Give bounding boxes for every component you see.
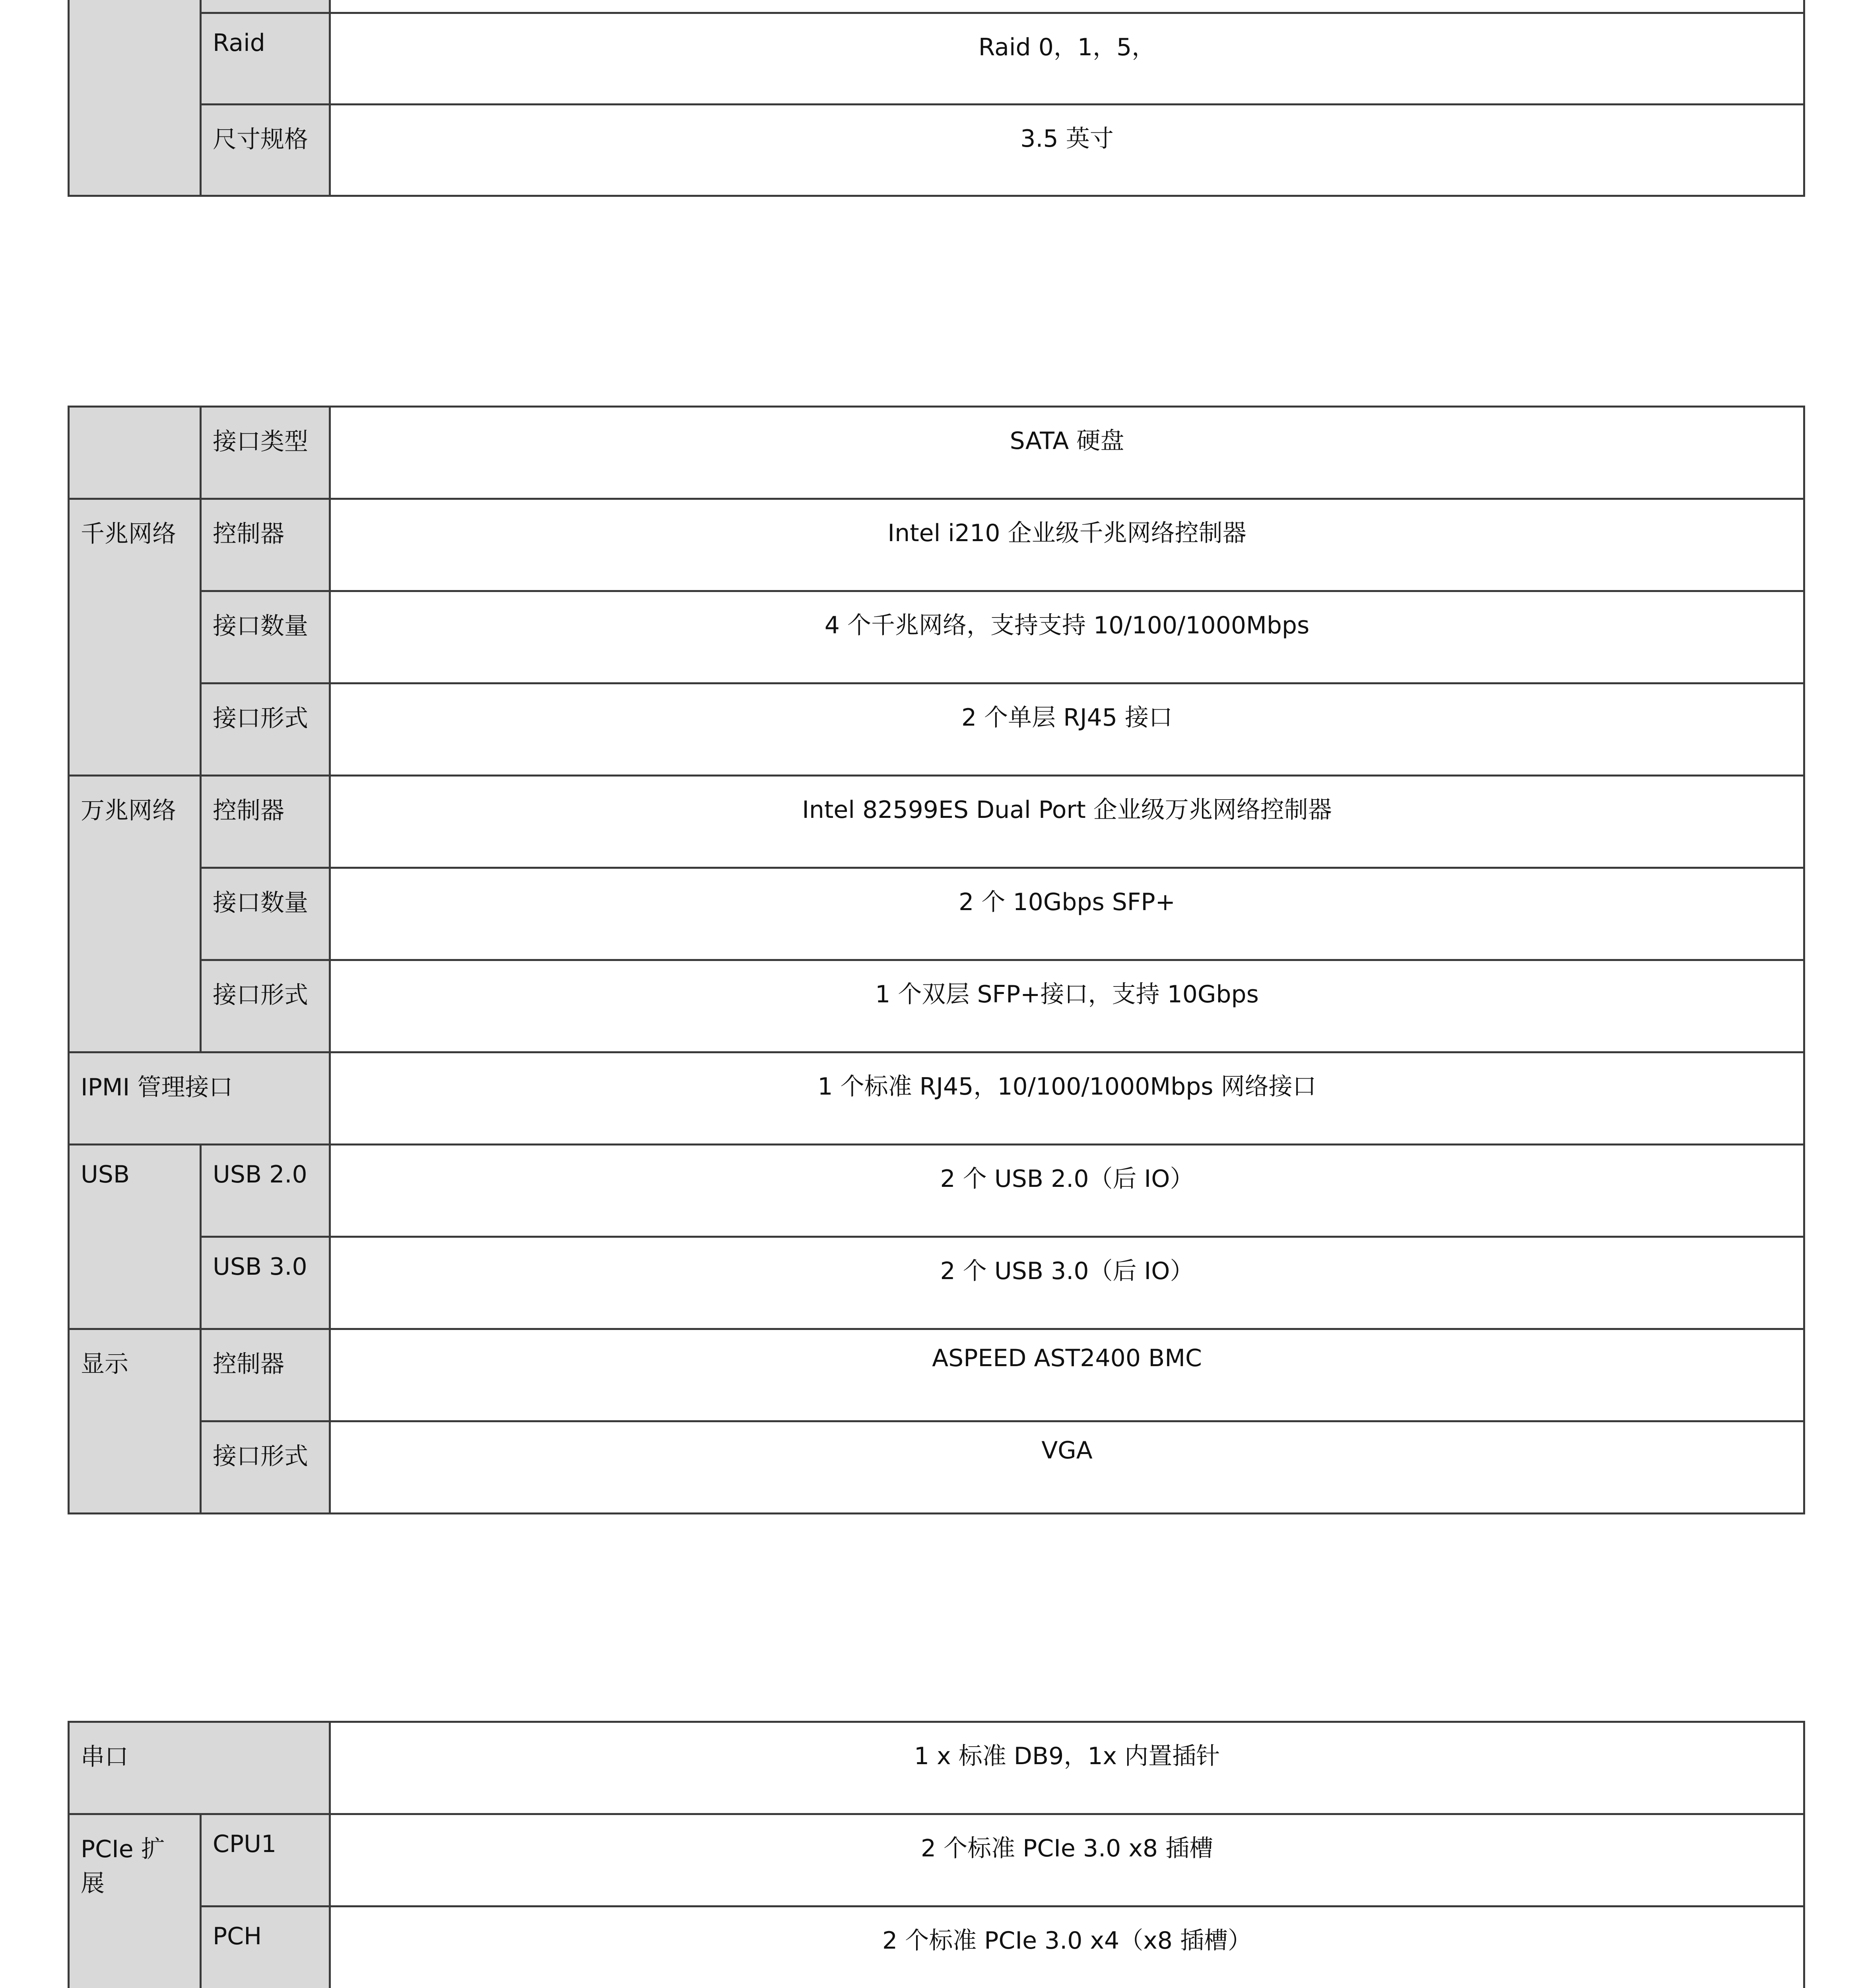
row-value: 2 个标准 PCIe 3.0 x8 插槽	[330, 1814, 1804, 1906]
group-label-cell	[69, 407, 201, 499]
group-label: PCIe 扩展	[69, 1814, 201, 1988]
group-label-cell	[69, 0, 201, 196]
row-value-cell	[330, 0, 1804, 13]
table-row	[69, 1421, 1804, 1514]
network-spec-table	[68, 406, 1805, 1514]
table-row	[69, 683, 1804, 776]
row-value: 1 x 标准 DB9，1x 内置插针	[330, 1722, 1804, 1814]
row-value: 2 个 USB 3.0（后 IO）	[330, 1237, 1804, 1329]
row-label: 接口数量	[201, 591, 330, 683]
row-label: Raid	[201, 13, 330, 105]
table-row	[69, 1145, 1804, 1237]
row-label: CPU1	[201, 1814, 330, 1906]
table-row	[69, 868, 1804, 960]
table-row	[69, 960, 1804, 1052]
table-row	[69, 0, 1804, 13]
row-label: 接口形式	[201, 1421, 330, 1514]
group-label: 千兆网络	[69, 499, 201, 776]
row-value: 2 个标准 PCIe 3.0 x4（x8 插槽）	[330, 1906, 1804, 1988]
misc-spec-table	[68, 1721, 1805, 1988]
row-label: 串口	[69, 1722, 330, 1814]
group-label: 显示	[69, 1329, 201, 1514]
table-row	[69, 1814, 1804, 1906]
row-label: USB 3.0	[201, 1237, 330, 1329]
table-row	[69, 1052, 1804, 1145]
group-label: 万兆网络	[69, 776, 201, 1052]
row-label-cell	[201, 0, 330, 13]
table-row	[69, 499, 1804, 591]
table-row	[69, 776, 1804, 868]
group-label: USB	[69, 1145, 201, 1329]
row-label: 尺寸规格	[201, 105, 330, 196]
row-value: SATA 硬盘	[330, 407, 1804, 499]
row-label: 接口类型	[201, 407, 330, 499]
row-value: 2 个 USB 2.0（后 IO）	[330, 1145, 1804, 1237]
row-value: 3.5 英寸	[330, 105, 1804, 196]
table-row	[69, 13, 1804, 105]
row-value: 1 个双层 SFP+接口，支持 10Gbps	[330, 960, 1804, 1052]
table-row	[69, 1722, 1804, 1814]
row-value: 2 个单层 RJ45 接口	[330, 683, 1804, 776]
storage-spec-table	[68, 0, 1805, 197]
table-row	[69, 1237, 1804, 1329]
row-label: USB 2.0	[201, 1145, 330, 1237]
row-label: 控制器	[201, 1329, 330, 1421]
row-value: 2 个 10Gbps SFP+	[330, 868, 1804, 960]
table-row	[69, 407, 1804, 499]
row-value: Raid 0，1，5，	[330, 13, 1804, 105]
row-label: 控制器	[201, 776, 330, 868]
row-label: 控制器	[201, 499, 330, 591]
table-row	[69, 591, 1804, 683]
row-value: 1 个标准 RJ45，10/100/1000Mbps 网络接口	[330, 1052, 1804, 1145]
row-label: PCH	[201, 1906, 330, 1988]
table-row	[69, 1329, 1804, 1421]
table-row	[69, 105, 1804, 196]
row-label: 接口形式	[201, 683, 330, 776]
row-label: IPMI 管理接口	[69, 1052, 330, 1145]
row-value: VGA	[330, 1421, 1804, 1514]
table-row	[69, 1906, 1804, 1988]
row-value: Intel i210 企业级千兆网络控制器	[330, 499, 1804, 591]
row-value: 4 个千兆网络，支持支持 10/100/1000Mbps	[330, 591, 1804, 683]
row-label: 接口形式	[201, 960, 330, 1052]
row-label: 接口数量	[201, 868, 330, 960]
row-value: ASPEED AST2400 BMC	[330, 1329, 1804, 1421]
row-value: Intel 82599ES Dual Port 企业级万兆网络控制器	[330, 776, 1804, 868]
